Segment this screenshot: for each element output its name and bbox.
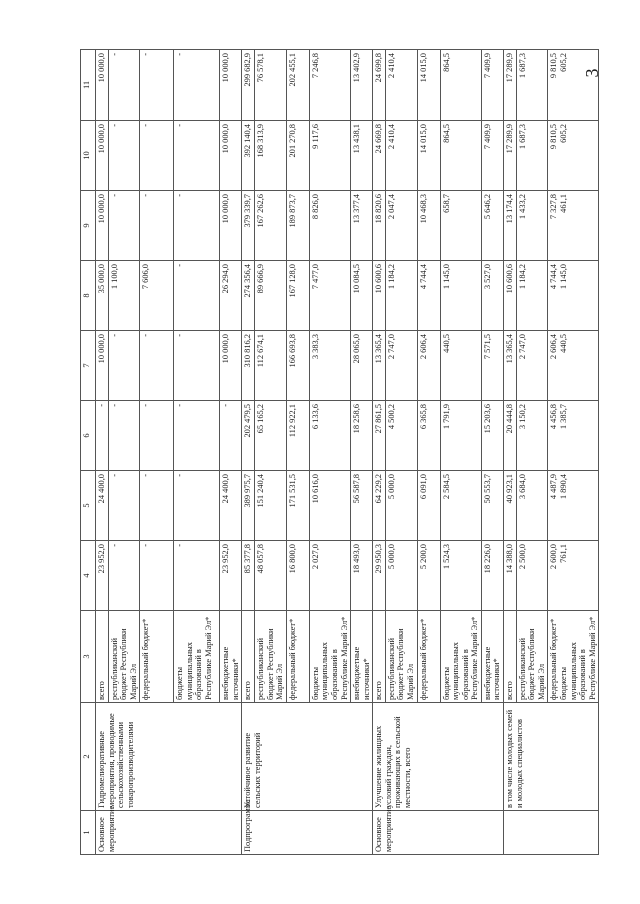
- value-cell: 167 128,0: [286, 261, 309, 331]
- funding-source-cell: бюджеты муниципальных образований в Республике Марий Эл*: [309, 611, 350, 703]
- value-cell: 1 687,3: [516, 121, 548, 191]
- funding-source-cell: всего: [242, 611, 255, 703]
- value-cell: 2 500,0: [516, 541, 548, 611]
- funding-source-cell: федеральный бюджет*: [140, 611, 174, 703]
- value-cell: 7 571,5: [481, 331, 503, 401]
- value-cell: 864,5: [440, 121, 481, 191]
- value-cell: -: [140, 471, 174, 541]
- name-cell: Улучшение жилищных условий граждан, проживающих в сельской местности, всего: [373, 703, 504, 811]
- value-cell: -: [220, 401, 242, 471]
- value-cell: 310 816,2: [242, 331, 255, 401]
- value-cell: 26 294,0: [220, 261, 242, 331]
- value-cell: 13 438,1: [351, 121, 373, 191]
- value-cell: 299 682,9: [242, 50, 255, 121]
- name-cell: Устойчивое развитие сельских территорий: [242, 703, 373, 811]
- value-cell: -: [174, 541, 220, 611]
- value-cell: 14 015,0: [417, 121, 440, 191]
- value-cell: 65 165,2: [255, 401, 287, 471]
- value-cell: 23 952,0: [220, 541, 242, 611]
- table-row: [373, 50, 386, 855]
- status-cell: Подпрограмма: [242, 811, 373, 855]
- value-cell: -: [174, 50, 220, 121]
- value-cell: -: [140, 541, 174, 611]
- value-cell: 10 000,0: [96, 331, 109, 401]
- value-cell: 56 587,8: [351, 471, 373, 541]
- funding-source-cell: внебюджетные источники*: [481, 611, 503, 703]
- value-cell: -: [140, 401, 174, 471]
- value-cell: -: [140, 331, 174, 401]
- value-cell: 13 174,4: [504, 191, 517, 261]
- value-cell: 2 027,0: [309, 541, 350, 611]
- value-cell: 6 365,8: [417, 401, 440, 471]
- value-cell: -: [108, 541, 140, 611]
- header-row: [81, 50, 96, 855]
- value-cell: 17 289,9: [504, 121, 517, 191]
- funding-source-cell: федеральный бюджет*: [286, 611, 309, 703]
- funding-source-cell: федеральный бюджет* бюджеты муниципальных образований в Республике Марий Эл*: [548, 611, 599, 703]
- value-cell: 13 365,4: [504, 331, 517, 401]
- value-cell: 5 000,0: [385, 541, 417, 611]
- value-cell: 864,5: [440, 50, 481, 121]
- value-cell: -: [140, 121, 174, 191]
- funding-source-cell: республиканский бюджет Республики Марий Эл: [255, 611, 287, 703]
- value-cell: 27 861,5: [373, 401, 386, 471]
- value-cell: 3 383,3: [309, 331, 350, 401]
- funding-source-cell: республиканский бюджет Республики Марий Эл: [108, 611, 140, 703]
- funding-source-cell: бюджеты муниципальных образований в Республике Марий Эл*: [440, 611, 481, 703]
- header-cell: 5: [81, 471, 96, 541]
- value-cell: 23 952,0: [96, 541, 109, 611]
- value-cell: 7 246,8: [309, 50, 350, 121]
- value-cell: -: [174, 331, 220, 401]
- value-cell: 10 000,0: [96, 191, 109, 261]
- value-cell: 1 687,3: [516, 50, 548, 121]
- rotated-table-wrapper: [80, 50, 597, 855]
- value-cell: 4 456,8 1 385,7: [548, 401, 599, 471]
- value-cell: -: [174, 261, 220, 331]
- funding-source-cell: республиканский бюджет Республики Марий Эл: [516, 611, 548, 703]
- name-cell: в том числе молодых семей и молодых специалистов: [504, 703, 599, 811]
- value-cell: 18 820,6: [373, 191, 386, 261]
- value-cell: 9 117,6: [309, 121, 350, 191]
- value-cell: 4 744,4 1 145,0: [548, 261, 599, 331]
- header-cell: 2: [81, 703, 96, 811]
- value-cell: 3 527,0: [481, 261, 503, 331]
- value-cell: 4 487,9 1 890,4: [548, 471, 599, 541]
- value-cell: 40 923,1: [504, 471, 517, 541]
- value-cell: 5 646,2: [481, 191, 503, 261]
- value-cell: 151 240,4: [255, 471, 287, 541]
- header-cell: 11: [81, 50, 96, 121]
- value-cell: 7 477,0: [309, 261, 350, 331]
- value-cell: -: [108, 471, 140, 541]
- value-cell: 10 000,0: [220, 50, 242, 121]
- value-cell: 2 410,4: [385, 50, 417, 121]
- value-cell: 168 313,9: [255, 121, 287, 191]
- value-cell: -: [140, 191, 174, 261]
- value-cell: 13 377,4: [351, 191, 373, 261]
- value-cell: -: [108, 121, 140, 191]
- value-cell: 35 000,0: [96, 261, 109, 331]
- value-cell: 6 133,6: [309, 401, 350, 471]
- value-cell: 2 606,4: [417, 331, 440, 401]
- value-cell: 10 000,0: [220, 191, 242, 261]
- value-cell: 1 100,0: [108, 261, 140, 331]
- value-cell: -: [174, 401, 220, 471]
- value-cell: 50 553,7: [481, 471, 503, 541]
- funding-source-cell: всего: [373, 611, 386, 703]
- table-row: [242, 50, 255, 855]
- value-cell: 2 584,5: [440, 471, 481, 541]
- value-cell: 10 600,6: [373, 261, 386, 331]
- funding-source-cell: республиканский бюджет Республики Марий Эл: [385, 611, 417, 703]
- funding-source-cell: всего: [504, 611, 517, 703]
- header-cell: 7: [81, 331, 96, 401]
- value-cell: 85 377,8: [242, 541, 255, 611]
- value-cell: 24 669,8: [373, 121, 386, 191]
- header-cell: 4: [81, 541, 96, 611]
- status-cell: Основное мероприятие: [373, 811, 504, 855]
- value-cell: -: [174, 191, 220, 261]
- header-cell: 10: [81, 121, 96, 191]
- value-cell: 10 084,5: [351, 261, 373, 331]
- table-body: [96, 50, 599, 855]
- value-cell: 4 744,4: [417, 261, 440, 331]
- value-cell: 24 400,0: [96, 471, 109, 541]
- value-cell: -: [140, 50, 174, 121]
- table-row: [96, 50, 109, 855]
- value-cell: 13 402,9: [351, 50, 373, 121]
- value-cell: 16 800,0: [286, 541, 309, 611]
- value-cell: 1 145,0: [440, 261, 481, 331]
- value-cell: 2 747,0: [385, 331, 417, 401]
- value-cell: 10 600,6: [504, 261, 517, 331]
- table-row: [504, 50, 517, 855]
- header-cell: 1: [81, 811, 96, 855]
- budget-table: [80, 49, 599, 855]
- value-cell: 5 000,0: [385, 471, 417, 541]
- funding-source-cell: внебюджетные источники*: [220, 611, 242, 703]
- value-cell: 1 184,2: [385, 261, 417, 331]
- value-cell: -: [174, 121, 220, 191]
- value-cell: 1 791,9: [440, 401, 481, 471]
- value-cell: 4 500,2: [385, 401, 417, 471]
- value-cell: 18 258,6: [351, 401, 373, 471]
- value-cell: -: [108, 331, 140, 401]
- value-cell: 76 578,1: [255, 50, 287, 121]
- header-cell: 8: [81, 261, 96, 331]
- value-cell: -: [108, 401, 140, 471]
- value-cell: 7 606,0: [140, 261, 174, 331]
- value-cell: 2 600,0 761,1: [548, 541, 599, 611]
- value-cell: 274 356,4: [242, 261, 255, 331]
- value-cell: 8 826,0: [309, 191, 350, 261]
- value-cell: 48 057,8: [255, 541, 287, 611]
- value-cell: 167 262,6: [255, 191, 287, 261]
- header-cell: 6: [81, 401, 96, 471]
- value-cell: 10 000,0: [96, 121, 109, 191]
- value-cell: 1 524,3: [440, 541, 481, 611]
- value-cell: 24 699,8: [373, 50, 386, 121]
- value-cell: 10 000,0: [220, 331, 242, 401]
- value-cell: 9 810,5 605,2: [548, 50, 599, 121]
- value-cell: 18 226,0: [481, 541, 503, 611]
- value-cell: 6 091,0: [417, 471, 440, 541]
- value-cell: 89 666,9: [255, 261, 287, 331]
- value-cell: 28 065,0: [351, 331, 373, 401]
- value-cell: 29 950,3: [373, 541, 386, 611]
- value-cell: 64 229,2: [373, 471, 386, 541]
- value-cell: 10 468,3: [417, 191, 440, 261]
- value-cell: 17 289,9: [504, 50, 517, 121]
- value-cell: 10 000,0: [220, 121, 242, 191]
- value-cell: 18 493,0: [351, 541, 373, 611]
- page-number: 3: [582, 68, 602, 78]
- value-cell: 658,7: [440, 191, 481, 261]
- value-cell: -: [108, 50, 140, 121]
- status-cell: [504, 811, 599, 855]
- value-cell: 10 000,0: [96, 50, 109, 121]
- value-cell: 7 409,9: [481, 121, 503, 191]
- name-cell: Гидромелиоративные мероприятия, проводимые сельскохозяйственными товаропроизводителями: [96, 703, 242, 811]
- value-cell: -: [96, 401, 109, 471]
- value-cell: 15 203,6: [481, 401, 503, 471]
- value-cell: 112 674,1: [255, 331, 287, 401]
- funding-source-cell: федеральный бюджет*: [417, 611, 440, 703]
- funding-source-cell: внебюджетные источники*: [351, 611, 373, 703]
- value-cell: 440,5: [440, 331, 481, 401]
- funding-source-cell: всего: [96, 611, 109, 703]
- value-cell: 389 975,7: [242, 471, 255, 541]
- header-cell: 3: [81, 611, 96, 703]
- value-cell: 189 873,7: [286, 191, 309, 261]
- value-cell: 379 339,7: [242, 191, 255, 261]
- value-cell: 7 409,9: [481, 50, 503, 121]
- value-cell: 5 200,0: [417, 541, 440, 611]
- funding-source-cell: бюджеты муниципальных образований в Республике Марий Эл*: [174, 611, 220, 703]
- value-cell: 14 388,0: [504, 541, 517, 611]
- header-cell: 9: [81, 191, 96, 261]
- value-cell: 171 531,5: [286, 471, 309, 541]
- value-cell: 10 616,0: [309, 471, 350, 541]
- value-cell: 2 606,4 440,5: [548, 331, 599, 401]
- value-cell: 13 365,4: [373, 331, 386, 401]
- value-cell: 202 479,5: [242, 401, 255, 471]
- value-cell: 9 810,5 605,2: [548, 121, 599, 191]
- value-cell: 7 327,8 461,1: [548, 191, 599, 261]
- value-cell: 202 455,1: [286, 50, 309, 121]
- value-cell: 201 270,8: [286, 121, 309, 191]
- value-cell: 2 047,4: [385, 191, 417, 261]
- value-cell: 1 433,2: [516, 191, 548, 261]
- value-cell: -: [108, 191, 140, 261]
- value-cell: 2 410,4: [385, 121, 417, 191]
- value-cell: 20 444,8: [504, 401, 517, 471]
- value-cell: 1 184,2: [516, 261, 548, 331]
- status-cell: Основное мероприятие: [96, 811, 242, 855]
- value-cell: 392 140,4: [242, 121, 255, 191]
- value-cell: 3 150,2: [516, 401, 548, 471]
- value-cell: -: [174, 471, 220, 541]
- value-cell: 166 693,8: [286, 331, 309, 401]
- value-cell: 24 400,0: [220, 471, 242, 541]
- value-cell: 14 015,0: [417, 50, 440, 121]
- value-cell: 3 684,0: [516, 471, 548, 541]
- value-cell: 112 922,1: [286, 401, 309, 471]
- value-cell: 2 747,0: [516, 331, 548, 401]
